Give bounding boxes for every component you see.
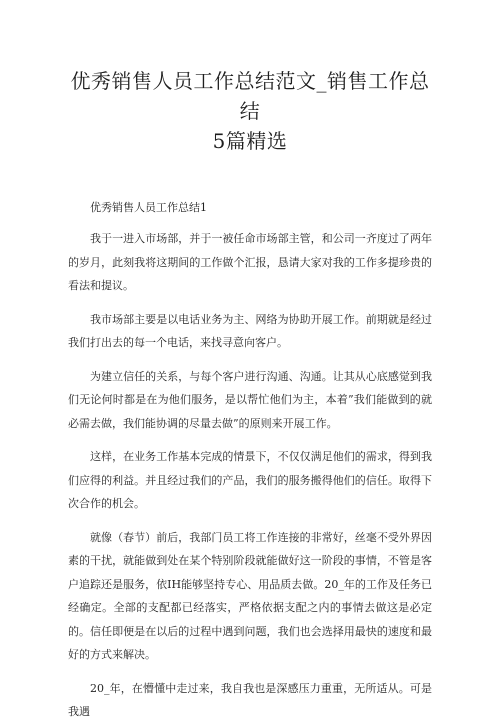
section-heading: 优秀销售人员工作总结1 [90, 201, 207, 214]
paragraph-5: 就像（春节）前后，我部门员工将工作连接的非常好，丝毫不受外界因素的干扰，就能做到处在某个特别阶段就能做好这一阶段的事情，不管是客户追踪还是服务，依IH能够坚持专心、用品质去做。20_年的工作及任务已经确定。全部的支配都已经落实，严格依据支配之内的事情去做这是必定的。信任即便是在以后的过程中遇到问题，我们也会选择用最快的速度和最好的方式来解决。 [68, 530, 432, 661]
title-line-2: 5篇精选 [212, 129, 288, 153]
title-line-1: 优秀销售人员工作总结范文_销售工作总结 [70, 69, 430, 123]
paragraph-3: 为建立信任的关系，与每个客户进行沟通、沟通。让其从心底感觉到我们无论何时都是在为他们服务，是以帮忙他们为主，本着”我们能做到的就必需去做，我们能协调的尽量去做”的原则来开展工作。 [68, 369, 432, 430]
paragraph-4: 这样，在业务工作基本完成的情景下，不仅仅满足他们的需求，得到我们应得的利益。并且经过我们的产品，我们的服务搬得他们的信任。取得下次合作的机会。 [68, 450, 432, 510]
paragraph-6: 20_年，在懵懂中走过来，我自我也是深感压力重重，无所适从。可是我遇 [68, 681, 432, 718]
document-title [68, 0, 432, 156]
document-body [68, 199, 432, 724]
paragraph-2: 我市场部主要是以电话业务为主、网络为协助开展工作。前期就是经过我们打出去的每一个电话，来找寻意向客户。 [68, 312, 432, 349]
paragraph-1: 我于一进入市场部，并于一被任命市场部主管，和公司一齐度过了两年的岁月，此刻我将这期间的工作做个汇报，恳请大家对我的工作多提珍贵的看法和提议。 [68, 232, 432, 292]
